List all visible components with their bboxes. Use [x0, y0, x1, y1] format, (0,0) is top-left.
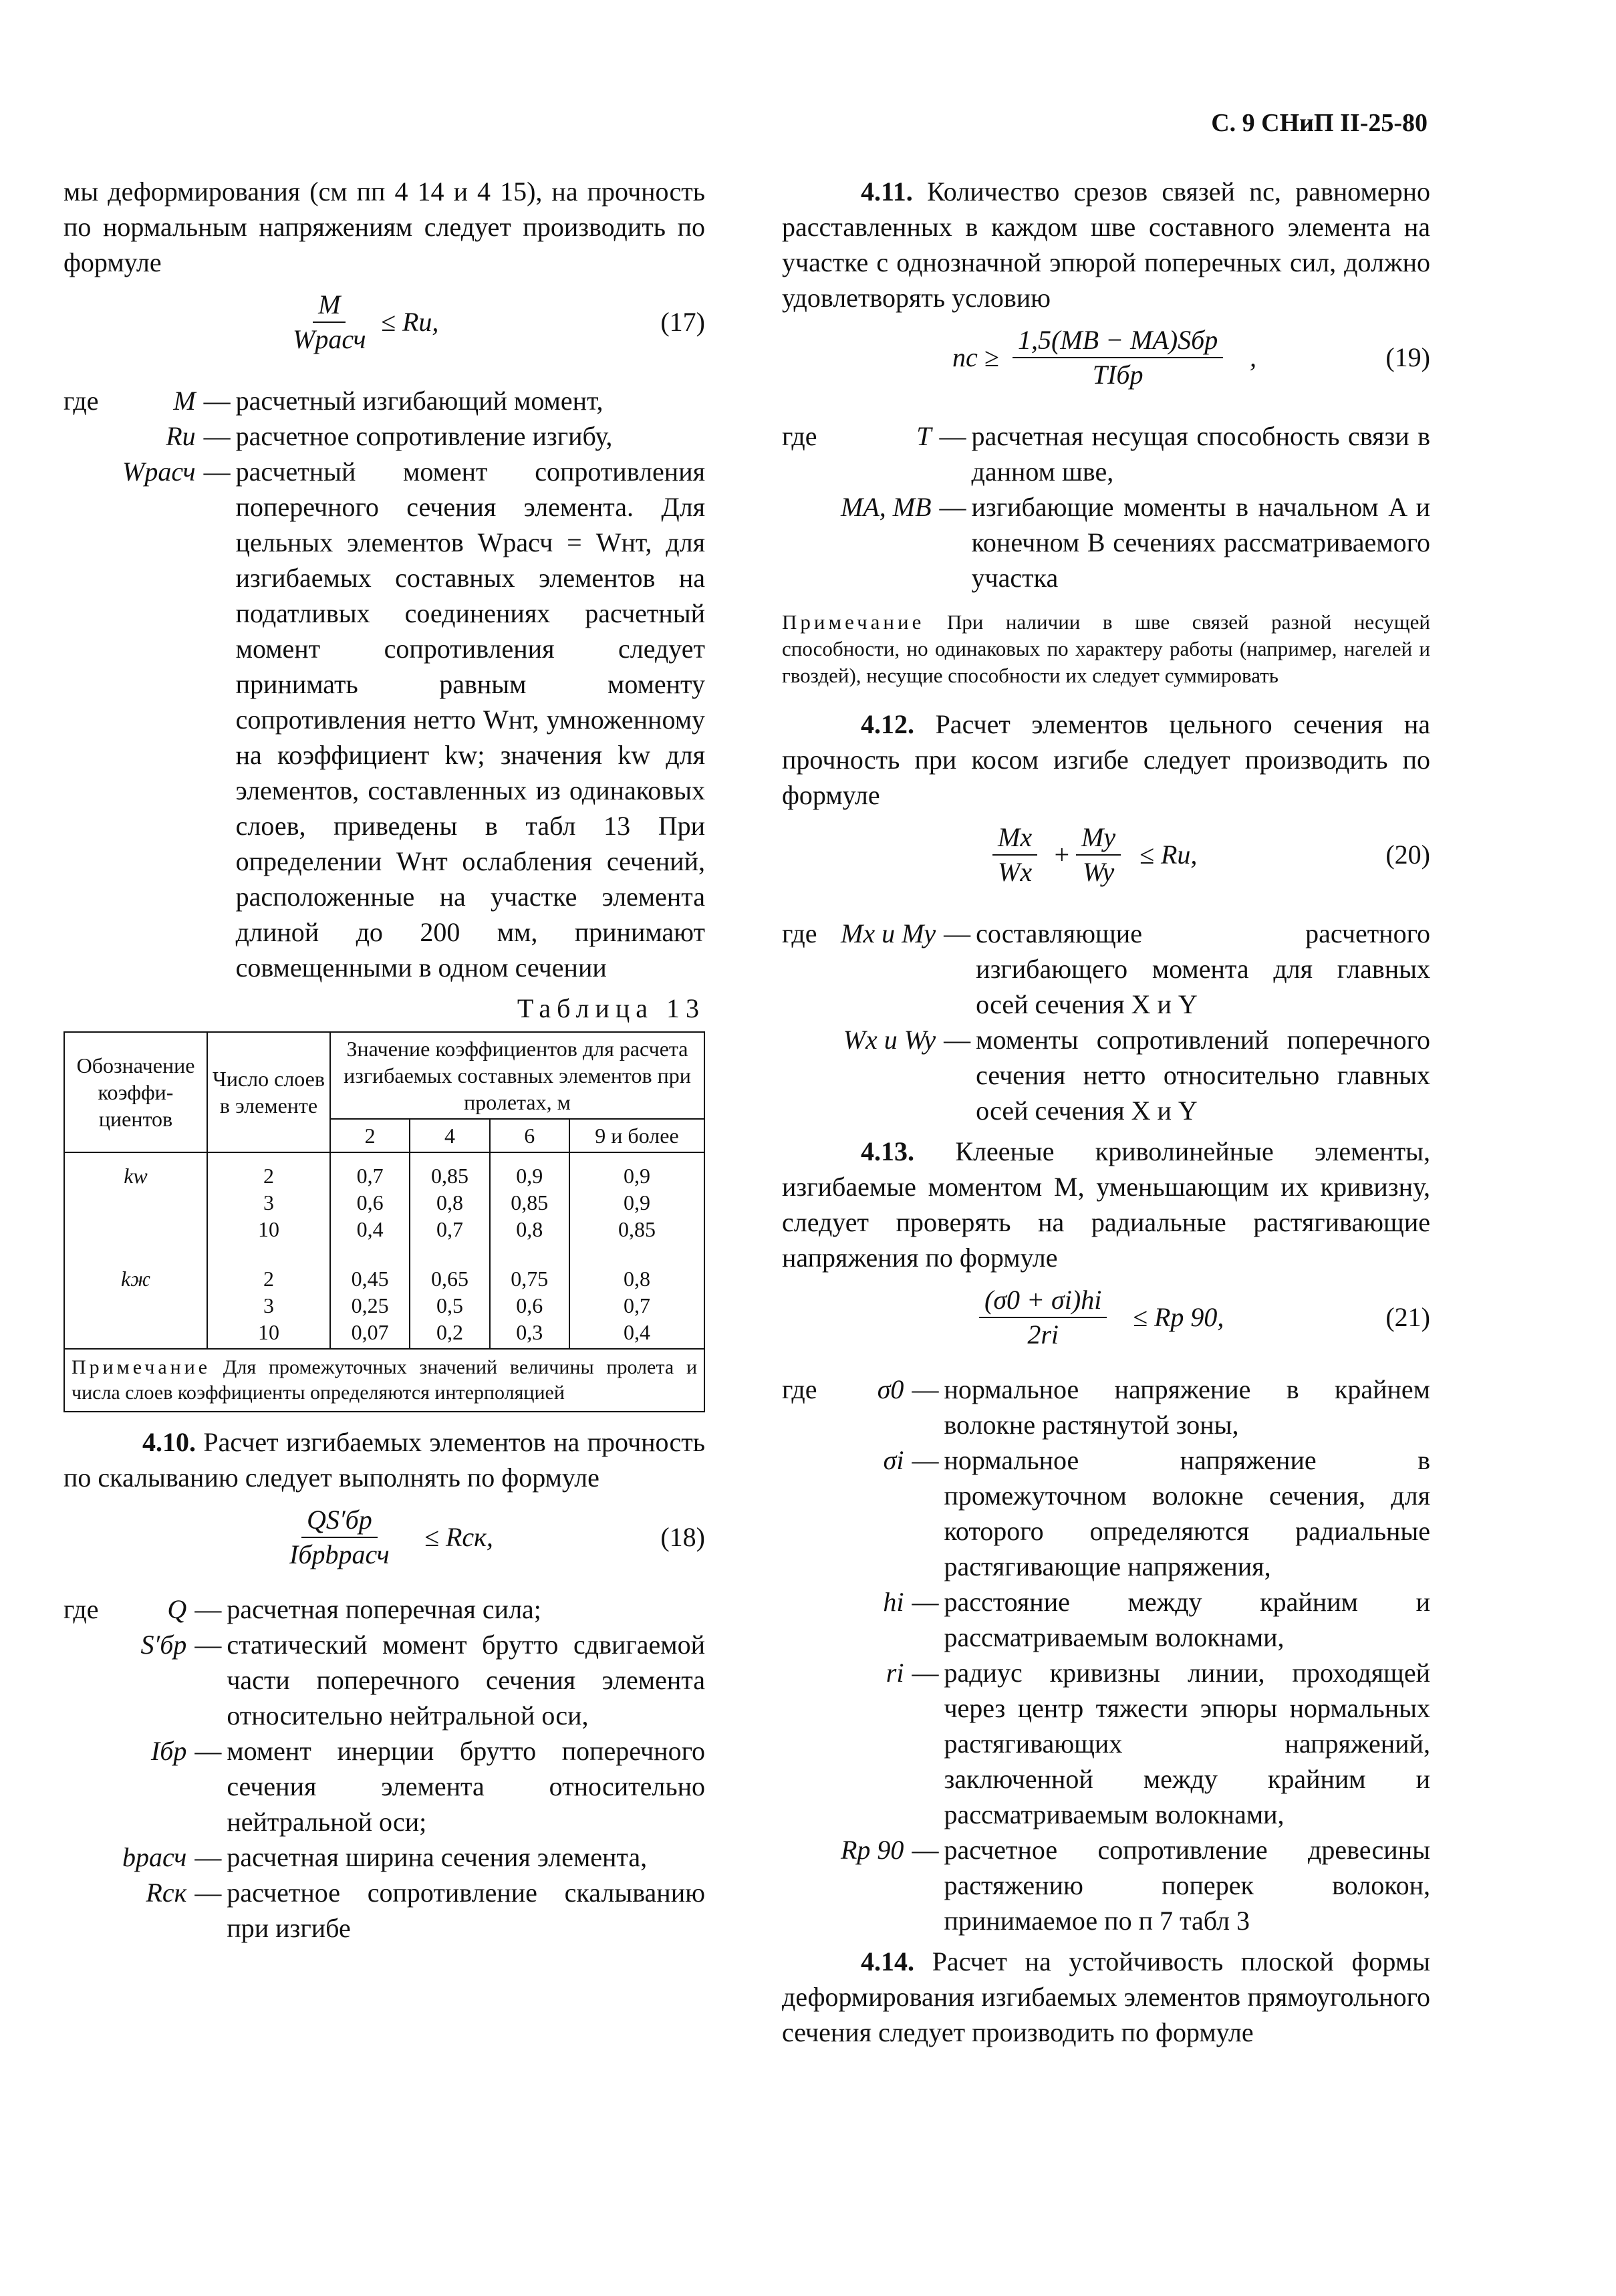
def-text: изгибающие моменты в начальном A и конечном B сечениях рассматриваемого участка: [971, 492, 1430, 593]
definitions-17: [63, 383, 705, 985]
cell-value: 0,4: [356, 1217, 384, 1241]
section-4-13: [782, 1134, 1430, 1275]
dash: —: [203, 421, 231, 451]
cell-value: 0,75: [511, 1267, 549, 1291]
dash: —: [939, 421, 966, 451]
formula-20-fraction-1: [992, 821, 1037, 889]
section-text: Расчет изгибаемых элементов на прочность по скалыванию следует выполнять по формуле: [63, 1427, 705, 1493]
def-symbol: bрасч: [122, 1842, 187, 1872]
dash: —: [912, 1658, 939, 1688]
dash: —: [194, 1842, 222, 1872]
def-symbol: Wx и Wy: [843, 1025, 936, 1055]
formula-21-denominator: 2ri: [1027, 1319, 1059, 1350]
cell-value: 0,4: [623, 1320, 650, 1344]
dash: —: [194, 1594, 222, 1624]
coef-symbol: kw: [64, 1152, 207, 1245]
formula-21-numerator: (σ0 + σi)hi: [979, 1283, 1107, 1318]
cell-value: 0,7: [623, 1293, 650, 1317]
formula-19-number: (19): [1385, 342, 1430, 372]
formula-19-lhs: nс ≥: [952, 342, 999, 372]
dash: —: [912, 1445, 939, 1475]
cell: [207, 1245, 330, 1349]
where-label: где: [63, 386, 99, 416]
coef-symbol: kж: [64, 1245, 207, 1349]
cell-value: 0,9: [623, 1190, 650, 1215]
dash: —: [912, 1587, 939, 1617]
cell-value: 0,9: [516, 1164, 543, 1188]
cell-value: 3: [263, 1293, 274, 1317]
where-label: где: [782, 1374, 817, 1404]
def-symbol: Iбр: [150, 1736, 187, 1766]
cell-value: 0,8: [436, 1190, 463, 1215]
where-label: [63, 1839, 122, 1875]
col-header-layers: Число слоев в элементе: [207, 1032, 330, 1152]
cell: [330, 1152, 410, 1245]
def-text: расчетное сопротивление древесины растяжению поперек волокон, принимаемое по п 7 табл 3: [944, 1835, 1430, 1936]
formula-20-plus: +: [1053, 840, 1071, 870]
section-number: 4.14.: [861, 1946, 914, 1976]
cell-value: 0,6: [516, 1293, 543, 1317]
definition-row: [63, 1875, 705, 1946]
cell: [410, 1152, 489, 1245]
definition-row: [782, 1372, 1430, 1442]
definition-row: [63, 418, 705, 454]
def-text: расчетное сопротивление скалыванию при изгибе: [227, 1878, 705, 1943]
cell: [490, 1245, 569, 1349]
cell-value: 0,8: [623, 1267, 650, 1291]
dash: —: [912, 1835, 939, 1865]
where-label: [63, 1627, 122, 1733]
formula-20-numerator-1: Mx: [992, 821, 1037, 856]
cell: [490, 1152, 569, 1245]
where-label: где: [782, 918, 817, 948]
def-text: расчетная поперечная сила;: [227, 1594, 541, 1624]
cell-value: 0,45: [351, 1267, 389, 1291]
cell-value: 0,8: [516, 1217, 543, 1241]
def-text: моменты сопротивлений поперечного сечения нетто относительно главных осей сечения X и Y: [976, 1025, 1430, 1126]
where-label: [63, 418, 122, 454]
left-column: [63, 174, 705, 1951]
right-column: [782, 174, 1430, 2050]
cell-value: 0,07: [351, 1320, 389, 1344]
formula-20-number: (20): [1385, 840, 1430, 870]
cell: [207, 1152, 330, 1245]
where-label: [782, 1655, 841, 1832]
dash: —: [194, 1630, 222, 1660]
dash: —: [944, 918, 971, 948]
definition-row: [782, 916, 1430, 1022]
def-text: расчетная несущая способность связи в данном шве,: [971, 421, 1430, 487]
formula-19-denominator: TIбр: [1092, 360, 1143, 390]
table-row: [64, 1245, 704, 1349]
dash: —: [944, 1025, 971, 1055]
formula-21-number: (21): [1385, 1302, 1430, 1332]
definition-row: [63, 1591, 705, 1627]
formula-19-relation: ,: [1250, 342, 1256, 372]
section-4-10: [63, 1424, 705, 1495]
where-label: где: [63, 1594, 99, 1624]
formula-18-relation: ≤ Rск,: [424, 1522, 493, 1552]
formula-20-numerator-2: My: [1076, 821, 1121, 856]
where-label: [782, 489, 841, 596]
def-text: статический момент брутто сдвигаемой части поперечного сечения элемента относительно нейтральной оси,: [227, 1630, 705, 1731]
note-label: Примечание: [72, 1356, 211, 1378]
def-symbol: hi: [883, 1587, 904, 1617]
formula-20-denominator-2: Wy: [1082, 857, 1115, 887]
col-header-values: Значение коэффициентов для расчета изгибаемых составных элементов при пролетах, м: [330, 1032, 704, 1119]
cell-value: 10: [258, 1320, 279, 1344]
cell-value: 0,7: [356, 1164, 384, 1188]
formula-20: [782, 813, 1430, 913]
page-header: С. 9 СНиП II-25-80: [1211, 109, 1428, 137]
table-13-caption: Таблица 13: [517, 993, 705, 1023]
cell-value: 0,85: [430, 1164, 468, 1188]
definitions-20: [782, 916, 1430, 1128]
section-number: 4.12.: [861, 709, 914, 739]
note-label: Примечание: [782, 610, 925, 634]
table-row: [64, 1152, 704, 1245]
def-symbol: Rск: [146, 1878, 187, 1908]
definitions-19: [782, 418, 1430, 596]
def-symbol: ri: [886, 1658, 904, 1688]
section-text: Количество срезов связей nс, равномерно расставленных в каждом шве составного элемента на участке с однозначной эпюрой поперечных сил, должно удовлетворять условию: [782, 176, 1430, 313]
note-4-11: [782, 609, 1430, 689]
definitions-21: [782, 1372, 1430, 1938]
section-4-11: [782, 174, 1430, 315]
formula-21-fraction: [979, 1283, 1107, 1352]
dash: —: [194, 1878, 222, 1908]
section-number: 4.11.: [861, 176, 913, 207]
cell-value: 0,3: [516, 1320, 543, 1344]
formula-17-relation: ≤ Rи,: [381, 307, 439, 337]
span-header: 2: [330, 1119, 410, 1152]
section-number: 4.10.: [142, 1427, 196, 1457]
cell-value: 0,9: [623, 1164, 650, 1188]
table-note: [64, 1349, 704, 1412]
where-label: [782, 1584, 841, 1655]
cell-value: 10: [258, 1217, 279, 1241]
where-label: [63, 1875, 122, 1946]
cell-value: 2: [263, 1267, 274, 1291]
dash: —: [194, 1736, 222, 1766]
cell-value: 0,85: [618, 1217, 656, 1241]
def-text: расчетное сопротивление изгибу,: [235, 421, 613, 451]
definitions-18: [63, 1591, 705, 1946]
def-symbol: Mx и My: [841, 918, 936, 948]
where-label: где: [782, 421, 817, 451]
formula-20-denominator-1: Wx: [998, 857, 1033, 887]
section-text: Расчет на устойчивость плоской формы деформирования изгибаемых элементов прямоугольного сечения следует производить по формуле: [782, 1946, 1431, 2047]
def-text: расчетная ширина сечения элемента,: [227, 1842, 648, 1872]
note-text: При наличии в шве связей разной несущей способности, но одинаковых по характеру работы (например, нагелей и гвоздей), несущие способности их следует суммировать: [782, 610, 1431, 687]
def-text: расчетный изгибающий момент,: [235, 386, 603, 416]
formula-18-fraction: [284, 1503, 395, 1571]
section-4-12: [782, 707, 1430, 813]
formula-21: [782, 1275, 1430, 1369]
def-symbol: M: [173, 386, 196, 416]
def-symbol: T: [916, 421, 932, 451]
formula-17-fraction: [287, 288, 372, 356]
def-symbol: S′бр: [140, 1630, 187, 1660]
cell: [330, 1245, 410, 1349]
dash: —: [939, 492, 966, 522]
definition-row: [782, 1584, 1430, 1655]
section-number: 4.13.: [861, 1136, 914, 1166]
table-13: [63, 1031, 705, 1412]
formula-17-denominator: Wрасч: [293, 324, 366, 354]
dash: —: [203, 457, 231, 487]
where-label: [782, 1442, 841, 1584]
cell-value: 2: [263, 1164, 274, 1188]
section-text: Расчет элементов цельного сечения на прочность при косом изгибе следует производить по формуле: [782, 709, 1430, 810]
cell-value: 0,5: [436, 1293, 463, 1317]
dash: —: [203, 386, 231, 416]
formula-19-fraction: [1013, 324, 1223, 392]
cell-value: 0,85: [511, 1190, 549, 1215]
section-4-14: [782, 1944, 1430, 2050]
span-header: 9 и более: [569, 1119, 704, 1152]
def-symbol: Q: [167, 1594, 187, 1624]
def-symbol: Rр 90: [841, 1835, 904, 1865]
cell-value: 0,2: [436, 1320, 463, 1344]
formula-18-denominator: Iбрbрасч: [289, 1539, 390, 1569]
def-text: радиус кривизны линии, проходящей через центр тяжести эпюры нормальных растягивающих напряжений, заключенной между крайним и рассматриваемым волокнами,: [944, 1658, 1430, 1829]
formula-20-fraction-2: [1076, 821, 1121, 889]
formula-20-relation: ≤ Rи,: [1139, 840, 1198, 870]
intro-paragraph: мы деформирования (см пп 4 14 и 4 15), на прочность по нормальным напряжениям следует производить по формуле: [63, 176, 705, 277]
where-label: [63, 1733, 122, 1839]
cell-value: 3: [263, 1190, 274, 1215]
definition-row: [63, 1839, 705, 1875]
formula-18-number: (18): [660, 1522, 705, 1552]
def-text: нормальное напряжение в крайнем волокне растянутой зоны,: [944, 1374, 1430, 1440]
def-text: нормальное напряжение в промежуточном волокне сечения, для которого определяются радиальные растягивающие напряжения,: [944, 1445, 1430, 1581]
definition-row: [782, 1442, 1430, 1584]
cell-value: 0,6: [356, 1190, 384, 1215]
definition-row: [63, 1627, 705, 1733]
def-symbol: σi: [883, 1445, 904, 1475]
cell: [410, 1245, 489, 1349]
def-text: составляющие расчетного изгибающего момента для главных осей сечения X и Y: [976, 918, 1430, 1019]
cell: [569, 1152, 704, 1245]
def-symbol: Wрасч: [122, 457, 196, 487]
cell: [569, 1245, 704, 1349]
formula-17: [63, 280, 705, 380]
where-label: [63, 454, 122, 985]
dash: —: [912, 1374, 939, 1404]
where-label: [782, 1022, 841, 1128]
definition-row: [63, 1733, 705, 1839]
definition-row: [782, 418, 1430, 489]
formula-18: [63, 1495, 705, 1589]
cell-value: 0,65: [430, 1267, 468, 1291]
formula-19-numerator: 1,5(MB − MA)Sбр: [1013, 324, 1223, 358]
section-text: Клееные криволинейные элементы, изгибаемые моментом M, уменьшающим их кривизну, следует проверять на радиальные растягивающие напряжения по формуле: [782, 1136, 1430, 1273]
cell-value: 0,7: [436, 1217, 463, 1241]
definition-row: [782, 1022, 1430, 1128]
definition-row: [782, 1655, 1430, 1832]
note-text: Для промежуточных значений величины пролета и числа слоев коэффициенты определяются интерполяцией: [72, 1356, 698, 1404]
def-symbol: σ0: [877, 1374, 904, 1404]
def-text: расстояние между крайним и рассматриваемым волокнами,: [944, 1587, 1430, 1652]
definition-row: [63, 454, 705, 985]
formula-21-relation: ≤ Rр 90,: [1133, 1302, 1224, 1332]
formula-17-number: (17): [660, 307, 705, 337]
def-symbol: Rи: [166, 421, 196, 451]
span-header: 6: [490, 1119, 569, 1152]
def-text: момент инерции брутто поперечного сечения элемента относительно нейтральной оси;: [227, 1736, 705, 1837]
cell-value: 0,25: [351, 1293, 389, 1317]
definition-row: [782, 1832, 1430, 1938]
formula-19: [782, 315, 1430, 416]
formula-17-numerator: M: [313, 288, 346, 323]
where-label: [782, 1832, 841, 1938]
definition-row: [782, 489, 1430, 596]
def-text: расчетный момент сопротивления поперечного сечения элемента. Для цельных элементов Wрасч = Wнт, для изгибаемых составных элементов на податливых соединениях расчетный момент сопротивления следует принимать равным моменту сопротивления нетто Wнт, умноженному на коэффициент kw; значения kw для элементов, составленных из одинаковых слоев, приведены в табл 13 При определении Wнт ослабления сечений, расположенные на участке элемента длиной до 200 мм, принимают совмещенными в одном сечении: [235, 457, 705, 983]
col-header-coefficient: Обозначение коэффи-циентов: [64, 1032, 207, 1152]
formula-18-numerator: QS′бр: [301, 1503, 378, 1538]
definition-row: [63, 383, 705, 418]
span-header: 4: [410, 1119, 489, 1152]
def-symbol: MA, MB: [841, 492, 932, 522]
